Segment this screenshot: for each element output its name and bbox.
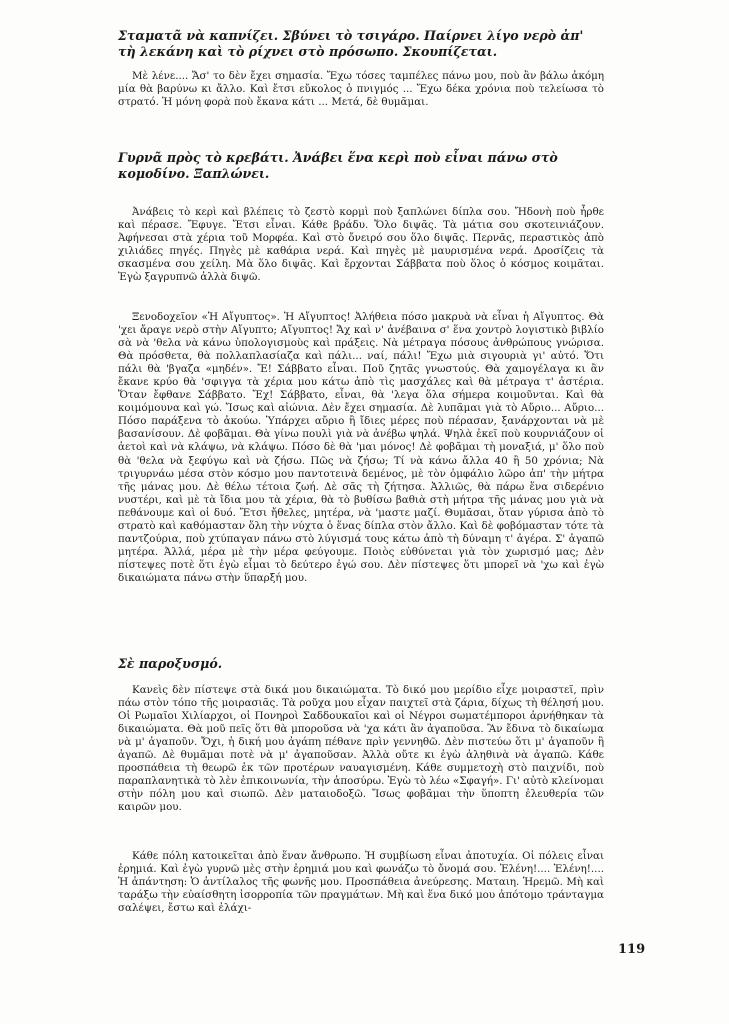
stage-direction: Σὲ παροξυσμό. (118, 656, 223, 671)
stage-direction: Γυρνᾶ πρὸς τὸ κρεβάτι. Ἀνάβει ἕνα κερὶ ποὺ εἶναι πάνω στὸ κομοδίνο. Ξαπλώνει. (118, 150, 558, 181)
paragraph: Μὲ λένε.... Ἄσ' το δὲν ἔχει σημασία. Ἔχω τόσες ταμπέλες πάνω μου, ποὺ ἂν βάλω ἀκόμη μία θὰ βαρύνω κι ἄλλο. Καὶ ἔτσι εὔκολος ὁ πνιγμός ... Ἔχω δέκα χρόνια ποὺ τελείωσα τὸ στρατό. Ἡ μόνη φορὰ ποὺ ἔκανα κάτι ... Μετά, δὲ θυμᾶμαι. (118, 70, 604, 109)
paragraph: Ἀνάβεις τὸ κερὶ καὶ βλέπεις τὸ ζεστὸ κορμὶ ποὺ ξαπλώνει δίπλα σου. Ἤδονὴ ποὺ ἦρθε καὶ πέρασε. Ἔφυγε. Ἔτσι εἶναι. Κάθε βράδυ. Ὅλο διψᾶς. Τὰ μάτια σου σκοτεινιάζουν. Ἀφήνεσαι στὰ χέρια τοῦ Μορφέα. Καὶ στὸ ὄνειρό σου ὅλο διψᾶς. Περνᾶς, περαστικὸς ἀπὸ χιλιάδες πηγές. Πηγὲς μὲ καθάρια νερά. Καὶ πηγὲς μὲ μαυρισμένα νερά. Δροσίζεις τὰ σκασμένα σου χείλη. Μὰ ὅλο διψᾶς. Καὶ ἔρχονται Σάββατα ποὺ ὅλος ὁ κόσμος κοιμᾶται. Ἐγὼ ξαγρυπνῶ ἀλλὰ διψῶ. (118, 206, 604, 284)
paragraph: Κάθε πόλη κατοικεῖται ἀπὸ ἕναν ἄνθρωπο. Ἡ συμβίωση εἶναι ἀποτυχία. Οἱ πόλεις εἶναι ἐρημιά. Καὶ ἐγὼ γυρνῶ μὲς στὴν ἐρημιά μου καὶ φωνάζω τὸ ὄνομά σου. Ἑλένη!.... Ἑλένη!.... Ἡ ἀπάντηση: Ὁ ἀντίλαλος τῆς φωνῆς μου. Προσπάθεια ἀνεύρεσης. Ματαιη. Ἠρεμῶ. Μὴ καὶ ταράξω τὴν εὐαίσθητη ἰσορροπία τῶν πραγμάτων. Μὴ καὶ ἕνα δικό μου ἀπότομο τράνταγμα σαλέψει, ἔστω καὶ ἐλάχι- (118, 850, 604, 915)
paragraph: Ξενοδοχεῖον «Ἡ Αἴγυπτος». Ἡ Αἴγυπτος! Ἀλήθεια πόσο μακρυὰ νὰ εἶναι ἡ Αἴγυπτος. Θὰ 'χει ἄραγε νερὸ στὴν Αἴγυπτο; Αἴγυπτος! Ἄχ καὶ ν' ἀνέβαινα σ' ἕνα χοντρὸ λογιστικὸ βιβλίο σὰ νὰ 'θελα νὰ κάνω ὑπολογισμοὺς καὶ πράξεις. Νὰ μέτραγα πόσους ἀνθρώπους γνώρισα. Θὰ πρόσθετα, θὰ πολλαπλασίαζα καὶ πάλι... ναί, πάλι! Ἔχω μιὰ σιγουριὰ γι' αὐτό. Ὅτι πάλι θὰ 'βγαζα «μηδέν». Ἔ! Σάββατο εἶναι. Ποῦ ζητᾶς γνωστούς. Θὰ χαμογέλαγα κι ἂν ἔκανε κρύο θὰ 'σφιγγα τὰ χέρια μου κάτω ἀπὸ τὶς μασχάλες καὶ θὰ μέτραγα τ' ἀστέρια. Ὅταν ἔφθανε Σάββατο. Ἔχ! Σάββατο, εἶναι, θὰ 'λεγα ὅλα σήμερα κοιμοῦνται. Καὶ θὰ κοιμόμουνα καὶ γώ. Ἴσως καὶ αἰώνια. Δὲν ἔχει σημασία. Δὲ λυπᾶμαι γιὰ τὸ Αὔριο... Αὔριο... Πόσο παράξενα τὸ ἀκούω. Ὑπάρχει αὔριο ἢ ἴδιες μέρες ποὺ πέρασαν, ξανάρχονται νὰ μὲ βασανίσουν. Δὲ φοβᾶμαι. Θὰ γίνω πουλὶ γιὰ νὰ ἀνέβω ψηλά. Ψηλὰ ἐκεῖ ποὺ κουρνιάζουν οἱ ἀετοὶ καὶ νὰ κλάψω, νὰ κλάψω. Πόσο δὲ θὰ 'μαι μόνος! Δὲ φοβᾶμαι τὴ μοναξιά, μ' ὅλο ποὺ θὰ 'θελα νὰ ξεφύγω καὶ νὰ ζήσω. Πῶς νὰ ζήσω; Τί νὰ κάνω ἄλλα 40 ἢ 50 χρόνια; Νὰ τριγυρνάω μέσα στὸν κόσμο μου παντοτεινὰ δεμένος, μὲ τὸν ὀμφάλιο λῶρο ἀπ' τὴν μήτρα τῆς μάνας μου. Δὲ θέλω τέτοια ζωή. Δὲ σᾶς τὴ ζήτησα. Ἀλλιῶς, θὰ πάρω ἕνα σιδερένιο νυστέρι, καὶ μὲ τὰ ἴδια μου τὰ χέρια, θὰ τὸ βυθίσω βαθιὰ στὴ μήτρα τῆς μάνας μου γιὰ νὰ πεθάνουμε καὶ οἱ δυό. Ἔτσι ἤθελες, μητέρα, νὰ 'μαστε μαζί. Θυμᾶσαι, ὅταν γύρισα ἀπὸ τὸ στρατὸ καὶ καθόμασταν ὅλη τὴν νύχτα ὁ ἕνας δίπλα στὸν ἄλλο. Καὶ δὲ φοβόμασταν τότε τὰ παντζούρια, ποὺ χτύπαγαν πάνω στὸ λύγισμά τους κάτω ἀπὸ τὴ δύναμη τ' ἀγέρα. Σ' ἀγαπῶ μητέρα. Ἀλλά, μέρα μὲ τὴν μέρα φεύγουμε. Ποιὸς εὐθύνεται γιὰ τὸν χωρισμό μας; Δὲν πίστεψες ποτὲ ὅτι ἐγὼ εἶμαι τὸ δεύτερο ἐγώ σου. Δὲν πίστεψες ὅτι μπορεῖ νὰ 'χω καὶ ἐγὼ δικαιώματα πάνω στὴν ὕπαρξή μου. (118, 311, 604, 584)
paragraph: Κανεὶς δὲν πίστεψε στὰ δικά μου δικαιώματα. Τὸ δικό μου μερίδιο εἶχε μοιραστεῖ, πρὶν πάω στὸν τόπο τῆς μοιρασιᾶς. Τὰ ροῦχα μου εἶχαν παιχτεῖ στὰ ζάρια, δίχως τὴ θέλησή μου. Οἱ Ρωμαῖοι Χιλίαρχοι, οἱ Πονηροὶ Σαδδουκαῖοι καὶ οἱ Νέγροι σωματέμποροι ἀρνήθηκαν τὰ δικαιώματα. Θὰ μοῦ πεῖς ὅτι θὰ μποροῦσα νὰ 'χα κάτι ἂν ἀγαποῦσα. Ἂν ἔδινα τὸ δικαίωμα νὰ μ' ἀγαποῦν. Ὄχι, ἡ δική μου ἀγάπη πέθανε πρὶν γεννηθῶ. Δὲν πιστεύω ὅτι μ' ἀγαποῦν ἢ ἀγαπῶ. Δὲ θυμᾶμαι ποτὲ νὰ μ' ἀγαποῦσαν. Ἀλλὰ οὔτε κι ἐγὼ ἀληθινὰ νὰ ἀγαπῶ. Κάθε προσπάθεια τὴ θεωρῶ ἐκ τῶν προτέρων ναυαγισμένη. Κάθε συμμετοχὴ στὸ παιχνίδι, ποὺ παραπλανητικὰ τὸ λὲν ἐπικοινωνία, τὴν ἀποσύρω. Ἐγὼ τὸ λέω «Σφαγή». Γι' αὐτὸ κλείνομαι στὴν πόλη μου καὶ σιωπῶ. Δὲν ματαιοδοξῶ. Ἴσως φοβᾶμαι τὴν ὕποπτη ἐλευθερία τῶν καιρῶν μου. (118, 684, 604, 814)
stage-direction: Σταματᾶ νὰ καπνίζει. Σβύνει τὸ τσιγάρο. Παίρνει λίγο νερὸ ἀπ' τὴ λεκάνη καὶ τὸ ρίχνει στὸ πρόσωπο. Σκουπίζεται. (118, 28, 584, 59)
page-number: 119 (618, 942, 646, 957)
